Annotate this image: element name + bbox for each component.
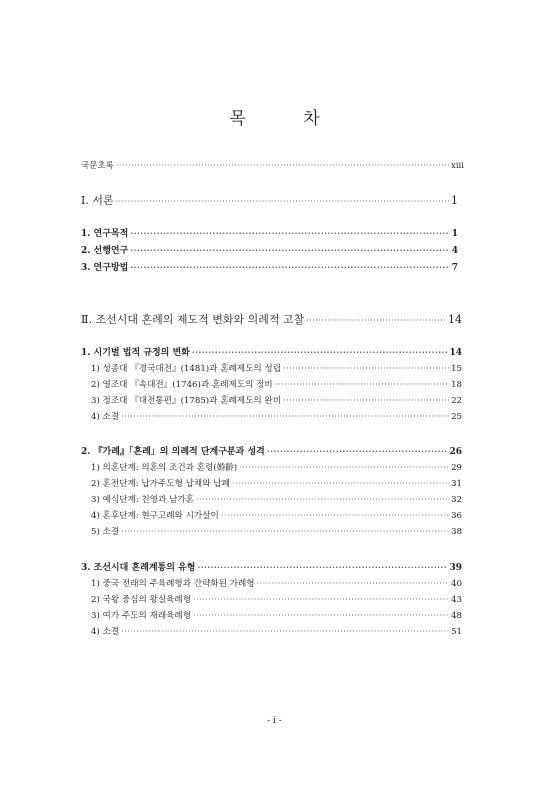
toc-page-number: xiii [451, 161, 464, 171]
toc-entry-label: 4) 소결 [91, 627, 120, 637]
toc-section-1-2[interactable] [81, 243, 458, 256]
toc-section-2-3[interactable] [81, 560, 462, 573]
page-footer-number: - i - [267, 716, 282, 726]
toc-entry-label: 5) 소결 [91, 527, 120, 537]
toc-entry-label: 1. 시기별 법적 규정의 변화 [81, 348, 190, 358]
toc-leader [239, 463, 449, 472]
toc-subsection[interactable] [91, 378, 462, 391]
toc-leader [306, 316, 446, 325]
toc-subsection[interactable] [91, 362, 462, 375]
toc-leader [130, 228, 449, 238]
toc-entry-label: 2) 영조대 『속대전』(1746)과 혼례제도의 정비 [91, 380, 273, 390]
toc-entry-label: Ⅱ. 조선시대 혼례의 제도적 변화와 의례적 고찰 [81, 313, 305, 326]
toc-page-number: 32 [451, 495, 462, 505]
toc-chapter-2[interactable] [81, 311, 462, 326]
toc-page-number: 26 [449, 447, 462, 457]
toc-leader [121, 527, 449, 536]
toc-leader [130, 262, 449, 272]
toc-subsection[interactable] [91, 609, 462, 622]
toc-page-number: 36 [451, 511, 462, 521]
toc-subsection[interactable] [91, 593, 462, 606]
page-title: 목 차 [229, 109, 346, 129]
toc-subsection[interactable] [91, 394, 462, 407]
toc-leader [196, 495, 449, 504]
toc-page-number: 1 [451, 194, 458, 207]
toc-section-2-1[interactable] [81, 345, 462, 358]
toc-section-2-2[interactable] [81, 444, 462, 457]
toc-leader [121, 412, 449, 421]
toc-page-number: 15 [451, 364, 462, 374]
toc-page-number: 43 [451, 595, 462, 605]
toc-leader [130, 245, 449, 255]
toc-page-number: 14 [449, 348, 462, 358]
toc-entry-label: 국문초록 [81, 161, 114, 171]
toc-page-number: 40 [451, 579, 462, 589]
toc-entry-label: 1) 성종대 『경국대전』(1481)과 혼례제도의 성립 [91, 364, 282, 374]
toc-leader [283, 396, 449, 405]
toc-page-number: 4 [451, 246, 458, 256]
toc-leader [192, 347, 448, 357]
toc-page-number: 29 [451, 463, 462, 473]
toc-leader [116, 161, 449, 170]
toc-subsection[interactable] [91, 493, 462, 506]
toc-leader [197, 562, 447, 572]
toc-page-number: 25 [451, 412, 462, 422]
toc-entry-label: 1. 연구목적 [81, 229, 129, 239]
toc-leader [283, 364, 449, 373]
toc-leader [257, 579, 449, 588]
toc-page-number: 48 [451, 611, 462, 621]
toc-leader [116, 197, 449, 206]
toc-leader [221, 511, 449, 520]
toc-entry-label: 3. 연구방법 [81, 263, 129, 273]
toc-subsection[interactable] [91, 410, 462, 423]
toc-entry-label: 3. 조선시대 혼례계통의 유형 [81, 563, 196, 573]
toc-entry-abstract[interactable] [81, 159, 464, 171]
toc-leader [267, 446, 448, 456]
toc-subsection[interactable] [91, 625, 462, 638]
toc-page-number: 51 [451, 627, 462, 637]
toc-subsection[interactable] [91, 525, 462, 538]
toc-entry-label: 4) 혼후단계: 현구고례와 시가살이 [91, 511, 219, 521]
toc-entry-label: 2. 『가례』「혼례」의 의례적 단계구분과 성격 [81, 447, 265, 457]
toc-subsection[interactable] [91, 577, 462, 590]
toc-leader [121, 627, 449, 636]
toc-section-1-1[interactable] [81, 226, 458, 239]
toc-leader [193, 611, 449, 620]
toc-page-number: 7 [451, 263, 458, 273]
toc-subsection[interactable] [91, 477, 462, 490]
toc-page-number: 1 [451, 229, 458, 239]
toc-entry-label: 2. 선행연구 [81, 246, 129, 256]
toc-entry-label: 2) 혼전단계: 납가주도형 납채와 납폐 [91, 479, 230, 489]
toc-entry-label: 3) 여가 주도의 재래육례형 [91, 611, 192, 621]
toc-page-number: 14 [448, 313, 462, 326]
toc-entry-label: 3) 예식단계: 친영과 남가혼 [91, 495, 194, 505]
toc-subsection[interactable] [91, 461, 462, 474]
toc-page-number: 31 [451, 479, 462, 489]
toc-section-1-3[interactable] [81, 260, 458, 273]
toc-chapter-1[interactable] [81, 192, 458, 207]
toc-entry-label: Ⅰ. 서론 [81, 194, 114, 207]
toc-entry-label: 4) 소결 [91, 412, 120, 422]
toc-leader [275, 380, 449, 389]
toc-entry-label: 3) 정조대 『대전통편』(1785)과 혼례제도의 완비 [91, 396, 282, 406]
toc-page-number: 18 [451, 380, 462, 390]
toc-subsection[interactable] [91, 509, 462, 522]
toc-page-number: 39 [449, 563, 462, 573]
toc-entry-label: 2) 국왕 중심의 왕실육례형 [91, 595, 192, 605]
toc-leader [232, 479, 449, 488]
toc-entry-label: 1) 의혼단계: 의혼의 조건과 혼령(婚齡) [91, 463, 238, 473]
toc-entry-label: 1) 중국 전래의 주육례형과 간략화된 가례형 [91, 579, 255, 589]
toc-page-number: 38 [451, 527, 462, 537]
toc-leader [193, 595, 449, 604]
toc-page-number: 22 [451, 396, 462, 406]
